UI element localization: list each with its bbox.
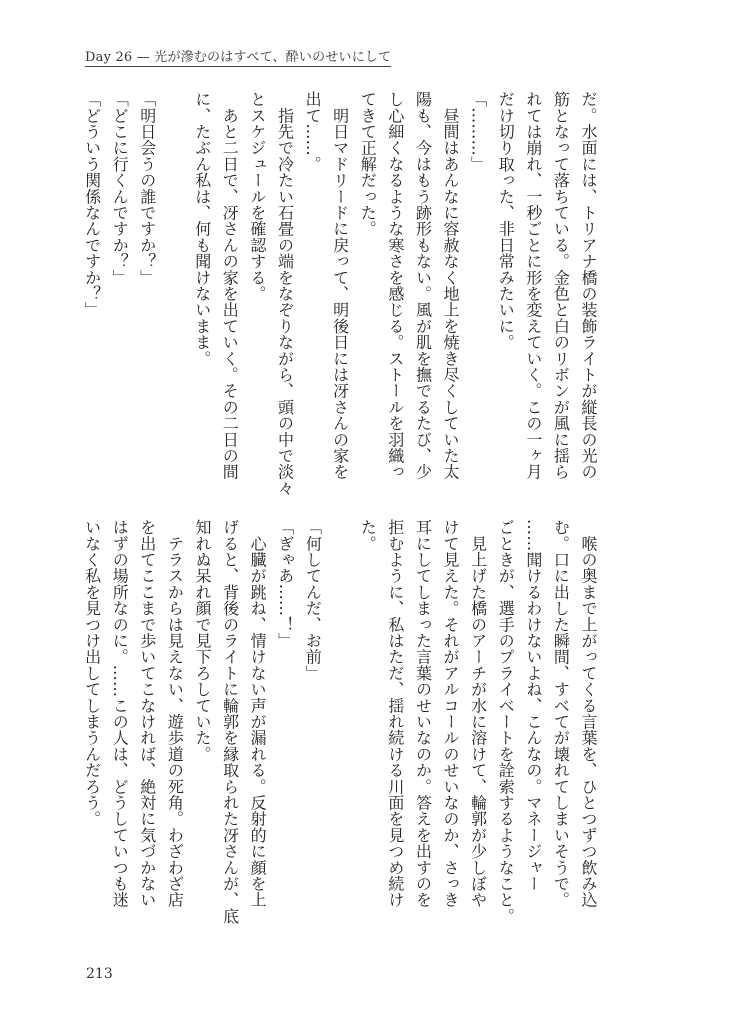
text-column: 見上げた橋のアーチが水に溶けて、輪郭が少しぼや: [468, 519, 488, 908]
text-column: ごときが、選手のプライベートを詮索するようなこと。: [496, 519, 516, 924]
text-column: 指先で冷たい石畳の端をなぞりながら、頭の中で淡々: [275, 91, 295, 496]
text-column: 拒むように、私はただ、揺れ続ける川面を見つめ続け: [385, 519, 405, 908]
text-column: 「どういう関係なんですか？」: [82, 91, 102, 318]
text-column: [326, 519, 353, 929]
text-column: テラスからは見えない、遊歩道の死角。わざわざ店: [165, 519, 185, 908]
text-column: た。: [358, 519, 378, 552]
text-column: てきて正解だった。: [358, 91, 378, 237]
text-column: 耳にしてしまった言葉のせいなのか。答えを出すのを: [413, 519, 433, 908]
text-column: けて見えた。それがアルコールのせいなのか、さっき: [441, 519, 461, 908]
text-column: はずの場所なのに。……この人は、どうしていつも迷: [110, 519, 130, 908]
text-column: だけ切り取った、非日常みたいに。: [496, 91, 516, 351]
running-header: Day 26 — 光が滲むのはすべて、酔いのせいにして: [85, 46, 391, 67]
text-column: 筋となって落ちている。金色と白のリボンが風に揺ら: [551, 91, 571, 480]
text-column: む。口に出した瞬間、すべてが壊れてしまいそうで。: [551, 519, 571, 908]
text-column: に、たぶん私は、何も聞けないまま。: [192, 91, 212, 367]
text-column: 出て……。: [303, 91, 323, 172]
text-column: 「どこに行くんですか？」: [110, 91, 130, 286]
text-column: だ。水面には、トリアナ橋の装飾ライトが縦長の光の: [579, 91, 598, 480]
text-column: 明日マドリードに戻って、明後日には冴さんの家を: [330, 91, 350, 480]
text-column: 昼間はあんなに容赦なく地上を焼き尽くしていた太: [441, 91, 461, 480]
text-column: を出てここまで歩いてこなければ、絶対に気づかない: [137, 519, 157, 908]
text-column: 陽も、今はもう跡形もない。風が肌を撫でるたび、少: [413, 91, 433, 480]
text-column: 心臓が跳ね、情けない声が漏れる。反射的に顔を上: [248, 519, 268, 908]
text-column: 知れぬ呆れ顔で見下ろしていた。: [192, 519, 212, 762]
page-number: 213: [86, 966, 113, 982]
text-column: あと二日で、冴さんの家を出ていく。その二日の間: [220, 91, 240, 480]
text-column: [161, 91, 188, 501]
text-column: 喉の奥まで上がってくる言葉を、ひとつずつ飲み込: [579, 519, 598, 908]
text-column: 「明日会うの誰ですか？」: [137, 91, 157, 286]
text-column: 「ぎゃあ……！」: [275, 519, 295, 649]
text-block-top: [78, 91, 602, 501]
text-column: げると、背後のライトに輪郭を縁取られた冴さんが、底: [220, 519, 240, 924]
text-column: し心細くなるような寒さを感じる。ストールを羽織っ: [385, 91, 405, 480]
text-column: 「何してんだ、お前」: [303, 519, 323, 681]
text-column: いなく私を見つけ出してしまうんだろう。: [82, 519, 102, 827]
text-column: れては崩れ、一秒ごとに形を変えていく。この一ヶ月: [523, 91, 543, 480]
text-column: とスケジュールを確認する。: [247, 91, 267, 302]
text-column: 「………」: [468, 91, 488, 172]
text-block-bottom: [78, 519, 602, 929]
text-column: ……聞けるわけないよね、こんなの。マネージャー: [523, 519, 543, 892]
